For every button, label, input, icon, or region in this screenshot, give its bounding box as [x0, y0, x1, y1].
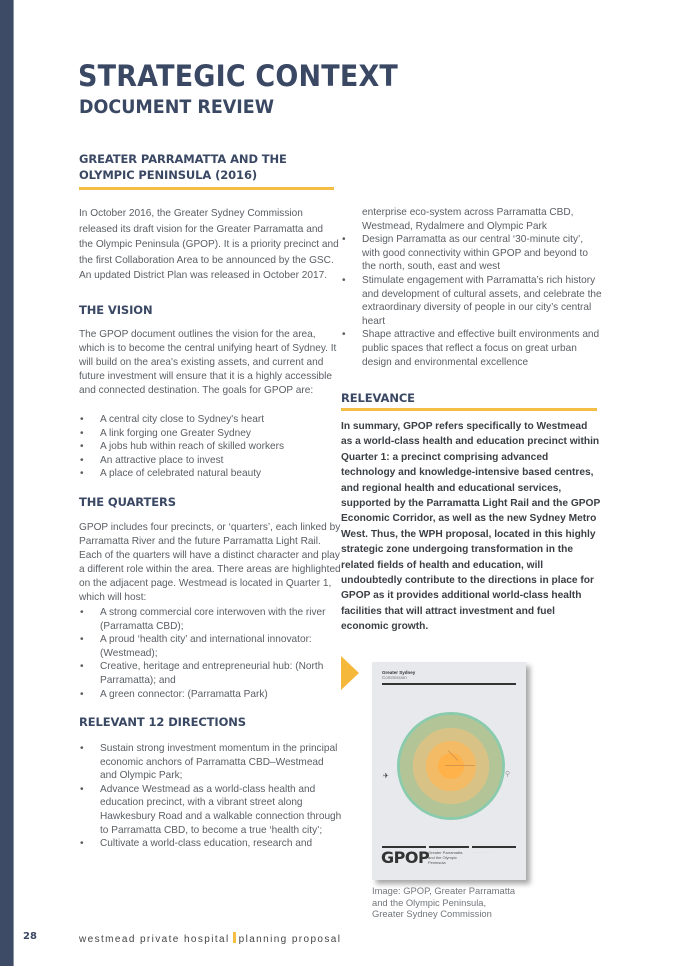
directions-list-left — [79, 742, 343, 851]
section-heading-gpop — [79, 151, 287, 183]
list-item: • Stimulate engagement with Parramatta’s rich history and development of cultural assets, and celebrate the extraordinary diversity of people in our city’s central heart — [342, 274, 602, 327]
vision-body: The GPOP document outlines the vision for the area, which is to become the central unifying heart of Sydney. It will build on the area's existing assets, and current and future investment will ensure that it is a highly accessible and connected destination. The goals for GPOP are: — [79, 329, 337, 396]
list-item: • Sustain strong investment momentum in the principal economic anchors of Parramatta CBD–Westmead and Olympic Park; — [80, 743, 338, 782]
caption-line: and the Olympic Peninsula, — [372, 896, 487, 908]
quarters-list — [79, 606, 343, 701]
cover-bottom-rule — [472, 846, 516, 848]
bullet-icon: • — [80, 783, 84, 795]
footer-right: planning proposal — [238, 934, 342, 945]
section-heading-quarters: THE QUARTERS — [79, 495, 176, 509]
footer-separator — [233, 932, 236, 943]
list-item: • Creative, heritage and entrepreneurial hub: (North Parramatta); and — [80, 661, 324, 686]
list-item: • An attractive place to invest — [80, 454, 224, 466]
list-item: • A jobs hub within reach of skilled workers — [80, 441, 285, 453]
caption-line: Greater Sydney Commission — [372, 908, 492, 920]
section-heading-relevance: RELEVANCE — [341, 391, 415, 405]
page-number: 28 — [23, 931, 37, 942]
heading-line-1: GREATER PARRAMATTA AND THE — [79, 152, 287, 166]
list-item: • A strong commercial core interwoven with the river (Parramatta CBD); — [80, 607, 326, 632]
section-heading-directions: RELEVANT 12 DIRECTIONS — [79, 715, 246, 729]
bullet-icon: • — [80, 454, 84, 466]
bullet-icon: • — [80, 427, 84, 439]
cover-graphic-line — [445, 765, 475, 766]
cover-brand-sub: Commission — [382, 675, 407, 680]
bullet-icon: • — [80, 688, 84, 700]
caption-line: Image: GPOP, Greater Parramatta — [372, 885, 516, 896]
cover-logo: GPOP — [381, 848, 430, 867]
list-item: • A green connector: (Parramatta Park) — [80, 688, 268, 700]
list-item: • Cultivate a world-class education, research and — [80, 838, 313, 850]
directions-list-right — [341, 206, 603, 369]
concentric-circle-graphic — [397, 712, 505, 820]
page-subtitle: DOCUMENT REVIEW — [79, 96, 275, 118]
accent-rule — [79, 187, 334, 190]
accent-rule — [341, 408, 597, 411]
bullet-icon: • — [80, 634, 84, 646]
cover-top-rule — [382, 683, 516, 685]
bullet-icon: • — [80, 661, 84, 673]
relevance-body: In summary, GPOP refers specifically to Westmead as a world-class health and education precinct within Quarter 1: a precinct comprising advanced technology and knowledge-intensive based centres, and regional health and educational services, supported by the Parramatta Light Rail and the GPOP Economic Corridor, as well as the new Sydney Metro West. Thus, the WPH proposal, located in this highly strategic zone undergoing transformation in the related fields of health and education, will undoubtedly contribute to the directions in place for GPOP as it provides additional world-class health facilities that will attract investment and fuel economic growth. — [341, 421, 601, 633]
bullet-icon: • — [80, 468, 84, 480]
list-item-continuation: enterprise eco-system across Parramatta CBD, Westmead, Rydalmere and Olympic Park — [362, 207, 574, 232]
list-item: • Shape attractive and effective built environments and public spaces that reflect a focus on great urban design and environmental excellence — [342, 329, 600, 368]
vision-goals-list — [79, 413, 341, 481]
sidebar-edge — [13, 0, 14, 966]
quarters-body: GPOP includes four precincts, or ‘quarters’, each linked by Parramatta River and the future Parramatta Light Rail. Each of the quarters will have a distinct character and play a different role within the area. There areas are highlighted on the adjacent page. Westmead is located in Quarter 1, which will host: — [79, 522, 341, 603]
bullet-icon: • — [342, 329, 346, 341]
list-item: • A place of celebrated natural beauty — [80, 468, 262, 480]
heading-line-2: OLYMPIC PENINSULA (2016) — [79, 168, 258, 182]
list-item: • Design Parramatta as our central ‘30-minute city’, with good connectivity within GPOP and beyond to the north, south, east and west — [342, 234, 588, 273]
gpop-cover-image — [372, 662, 526, 880]
bullet-icon: • — [342, 274, 346, 286]
bullet-icon: • — [80, 414, 84, 425]
list-item: • Advance Westmead as a world-class health and education precinct, with a vibrant street along Hawkesbury Road and a walkable connection through to Parramatta CBD, to become a true ‘health city’; — [80, 783, 342, 836]
page-title: STRATEGIC CONTEXT — [78, 59, 399, 93]
bullet-icon: • — [80, 607, 84, 618]
bullet-icon: • — [80, 838, 84, 850]
list-item: • A link forging one Greater Sydney — [80, 427, 251, 439]
footer-text — [79, 932, 341, 945]
list-item: • A proud ‘health city’ and international innovator: (Westmead); — [80, 634, 312, 659]
footer-left: westmead private hospital — [79, 934, 230, 945]
section-heading-vision: THE VISION — [79, 303, 153, 317]
cover-bottom-rule — [429, 846, 469, 848]
family-icon: ⚲ — [505, 771, 511, 778]
bullet-icon: • — [80, 743, 84, 754]
plane-icon: ✈ — [383, 773, 389, 780]
cover-brand: Greater Sydney — [382, 670, 416, 675]
cover-small-print: · · · · · · · · · · · · — [472, 850, 494, 854]
cover-logo-sub: Greater Parramatta and the Olympic Peninsula — [428, 850, 463, 865]
bullet-icon: • — [80, 441, 84, 453]
pointer-arrow-icon — [341, 656, 359, 690]
bullet-icon: • — [342, 234, 346, 246]
list-item: • A central city close to Sydney's heart — [80, 414, 265, 425]
image-caption — [372, 885, 515, 920]
gpop-intro: In October 2016, the Greater Sydney Commission released its draft vision for the Greater Parramatta and the Olympic Peninsula (GPOP). It is a priority precinct and the first Collaboration Area to be announced by the GSC. An updated District Plan was released in October 2017. — [79, 208, 339, 282]
sidebar-band — [0, 0, 13, 966]
